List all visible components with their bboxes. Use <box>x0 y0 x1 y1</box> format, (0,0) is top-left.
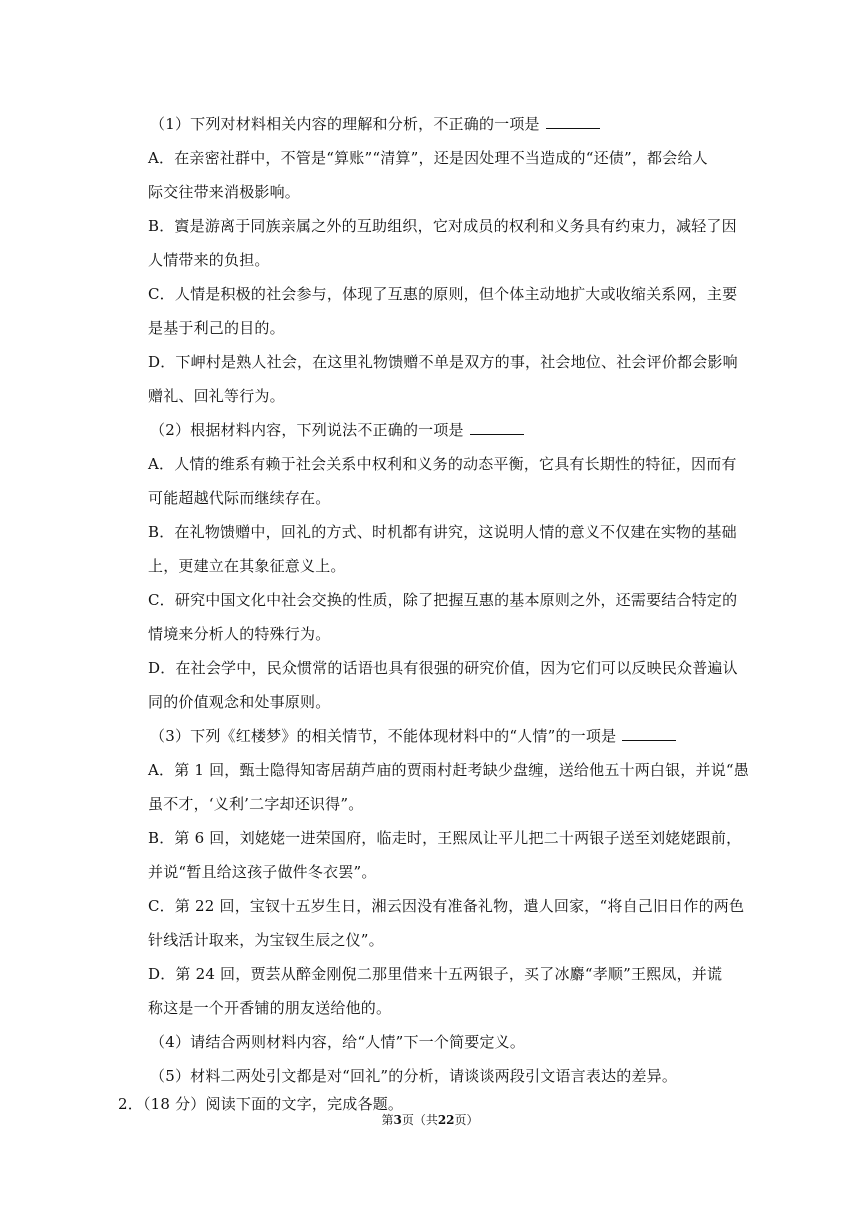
q2-option-b-line2: 上，更建立在其象征意义上。 <box>148 557 346 575</box>
q3-option-a-line2: 虽不才，‘义利’二字却还识得”。 <box>148 795 364 813</box>
q3-option-d-line1: D．第 24 回，贾芸从醉金刚倪二那里借来十五两银子，买了冰麝“孝顺”王熙凤，并谎 <box>148 965 723 983</box>
q3-option-a-line1: A．第 1 回，甄士隐得知寄居葫芦庙的贾雨村赶考缺少盘缠，送给他五十两白银，并说“愚 <box>148 761 749 779</box>
q3-option-b-line2: 并说“暂且给这孩子做件冬衣罢”。 <box>148 863 377 881</box>
q1-option-c-line2: 是基于利己的目的。 <box>148 319 285 337</box>
q2-option-c-line2: 情境来分析人的特殊行为。 <box>148 625 331 643</box>
q1-option-c-line1: C．人情是积极的社会参与，体现了互惠的原则，但个体主动地扩大或收缩关系网，主要 <box>148 285 738 303</box>
q1-option-b-line1: B．賨是游离于同族亲属之外的互助组织，它对成员的权利和义务具有约束力，减轻了因 <box>148 217 737 235</box>
question-1-stem: （1）下列对材料相关内容的理解和分析，不正确的一项是 <box>150 113 600 134</box>
answer-blank <box>546 127 600 129</box>
page-footer: 第3页（共22页） <box>381 1113 479 1127</box>
question-5-stem: （5）材料二两处引文都是对“回礼”的分析，请谈谈两段引文语言表达的差异。 <box>150 1067 678 1085</box>
question-4-stem: （4）请结合两则材料内容，给“人情”下一个简要定义。 <box>150 1033 526 1051</box>
q3-option-c-line2: 针线活计取来，为宝钗生辰之仪”。 <box>148 931 384 949</box>
q2-option-c-line1: C．研究中国文化中社会交换的性质，除了把握互惠的基本原则之外，还需要结合特定的 <box>148 591 738 609</box>
q1-option-a-line1: A．在亲密社群中，不管是“算账”“清算”，还是因处理不当造成的“还债”，都会给人 <box>148 149 708 167</box>
q2-option-a-line1: A．人情的维系有赖于社会关系中权利和义务的动态平衡，它具有长期性的特征，因而有 <box>148 455 737 473</box>
q1-option-d-line2: 赠礼、回礼等行为。 <box>148 387 285 405</box>
q3-option-b-line1: B．第 6 回，刘姥姥一进荣国府，临走时，王熙凤让平儿把二十两银子送至刘姥姥跟前， <box>148 829 742 847</box>
q1-option-d-line1: D．下岬村是熟人社会，在这里礼物馈赠不单是双方的事，社会地位、社会评价都会影响 <box>148 353 738 371</box>
total-page-count: 22 <box>437 1113 455 1127</box>
q2-option-b-line1: B．在礼物馈赠中，回礼的方式、时机都有讲究，这说明人情的意义不仅建在实物的基础 <box>148 523 737 541</box>
question-3-stem: （3）下列《红楼梦》的相关情节，不能体现材料中的“人情”的一项是 <box>150 725 676 746</box>
question-2-stem: （2）根据材料内容，下列说法不正确的一项是 <box>150 419 524 440</box>
q2-option-a-line2: 可能超越代际而继续存在。 <box>148 489 331 507</box>
q2-option-d-line2: 同的价值观念和处事原则。 <box>148 693 331 711</box>
q1-option-a-line2: 际交往带来消极影响。 <box>148 183 301 201</box>
current-page-number: 3 <box>393 1113 402 1127</box>
q2-option-d-line1: D．在社会学中，民众惯常的话语也具有很强的研究价值，因为它们可以反映民众普遍认 <box>148 659 738 677</box>
q1-option-b-line2: 人情带来的负担。 <box>148 251 270 269</box>
q3-option-c-line1: C．第 22 回，宝钗十五岁生日，湘云因没有准备礼物，遣人回家，“将自己旧日作的两色 <box>148 897 745 915</box>
q3-option-d-line2: 称这是一个开香铺的朋友送给他的。 <box>148 999 392 1017</box>
answer-blank <box>470 433 524 435</box>
answer-blank <box>622 739 676 741</box>
next-question-heading: 2．（18 分）阅读下面的文字，完成各题。 <box>118 1095 404 1113</box>
